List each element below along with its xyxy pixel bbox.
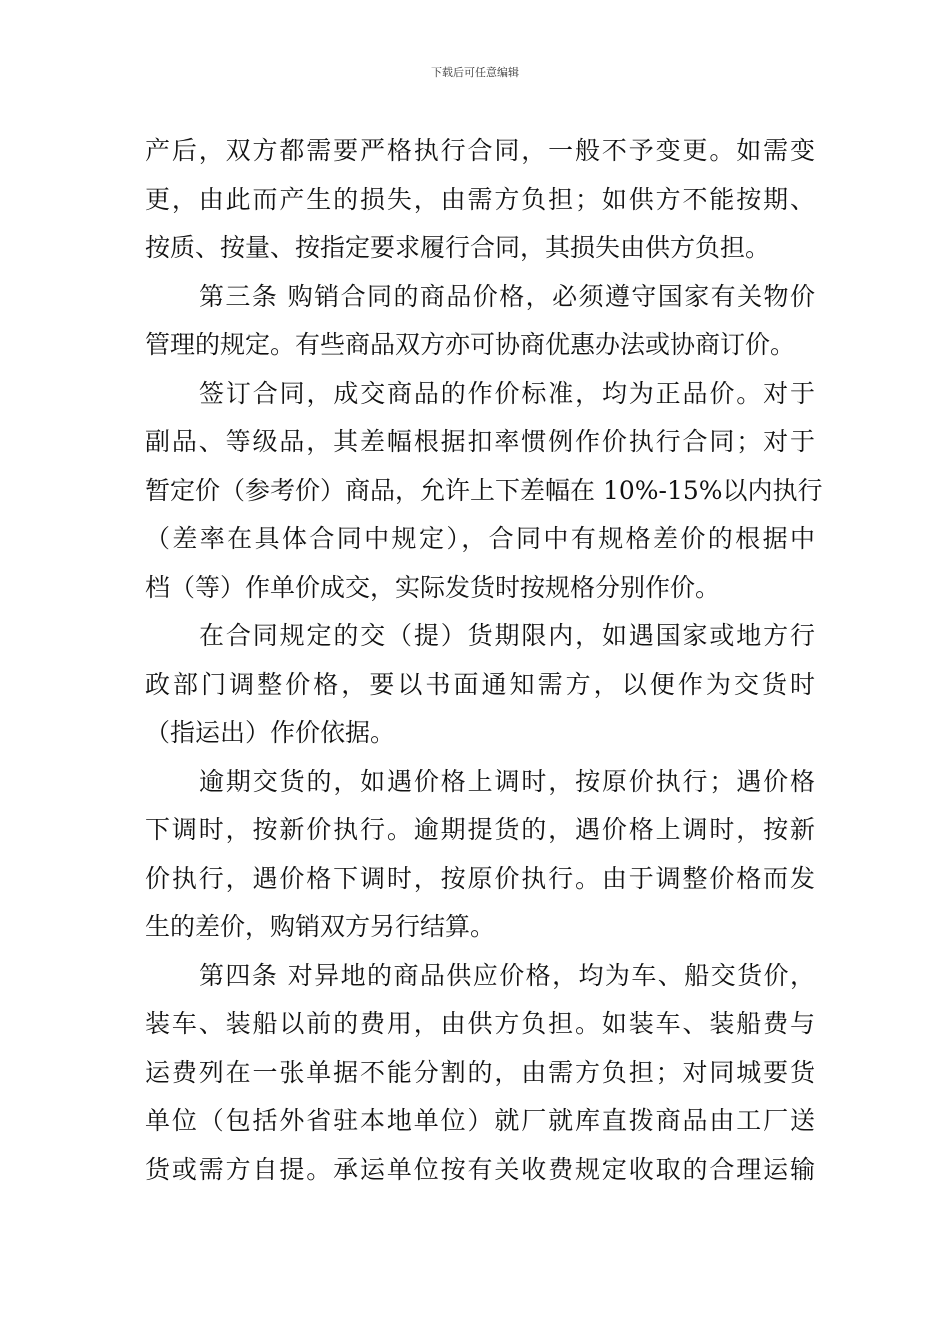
text-line: 管理的规定。有些商品双方亦可协商优惠办法或协商订价。 <box>145 330 796 359</box>
text-line: （差率在具体合同中规定），合同中有规格差价的根据中 <box>145 524 815 553</box>
text-line: 副品、等级品，其差幅根据扣率惯例作价执行合同；对于 <box>145 427 815 456</box>
text-line: 运费列在一张单据不能分割的，由需方负担；对同城要货 <box>145 1057 815 1087</box>
text-line: 下调时，按新价执行。逾期提货的，遇价格上调时，按新 <box>145 815 815 844</box>
text-line: 逾期交货的，如遇价格上调时，按原价执行；遇价格 <box>199 766 815 796</box>
header-text: 下载后可任意编辑 <box>431 66 519 79</box>
text-line: 产后，双方都需要严格执行合同，一般不予变更。如需变 <box>145 136 815 165</box>
text-line: 更，由此而产生的损失，由需方负担；如供方不能按期、 <box>145 184 815 214</box>
text-line: 生的差价，购销双方另行结算。 <box>145 912 496 941</box>
text-line: 价执行，遇价格下调时，按原价执行。由于调整价格而发 <box>145 863 815 893</box>
text-line: 货或需方自提。承运单位按有关收费规定收取的合理运输 <box>145 1154 815 1184</box>
text-line: 签订合同，成交商品的作价标准，均为正品价。对于 <box>199 378 815 408</box>
document-body <box>145 127 823 1194</box>
text-line: 暂定价（参考价）商品，允许上下差幅在 10%-15%以内执行 <box>145 475 823 505</box>
text-line: 档（等）作单价成交，实际发货时按规格分别作价。 <box>145 572 721 602</box>
text-line: 单位（包括外省驻本地单位）就厂就库直拨商品由工厂送 <box>145 1106 815 1135</box>
text-line: 政部门调整价格，要以书面通知需方，以便作为交货时 <box>145 669 815 699</box>
text-line: 装车、装船以前的费用，由供方负担。如装车、装船费与 <box>145 1009 815 1038</box>
page-header <box>0 66 950 80</box>
text-line: （指运出）作价依据。 <box>145 718 396 747</box>
text-line: 按质、按量、按指定要求履行合同，其损失由供方负担。 <box>145 233 771 262</box>
text-line: 在合同规定的交（提）货期限内，如遇国家或地方行 <box>199 621 815 650</box>
text-line: 第四条 对异地的商品供应价格，均为车、船交货价， <box>199 960 815 990</box>
text-line: 第三条 购销合同的商品价格，必须遵守国家有关物价 <box>199 281 815 311</box>
